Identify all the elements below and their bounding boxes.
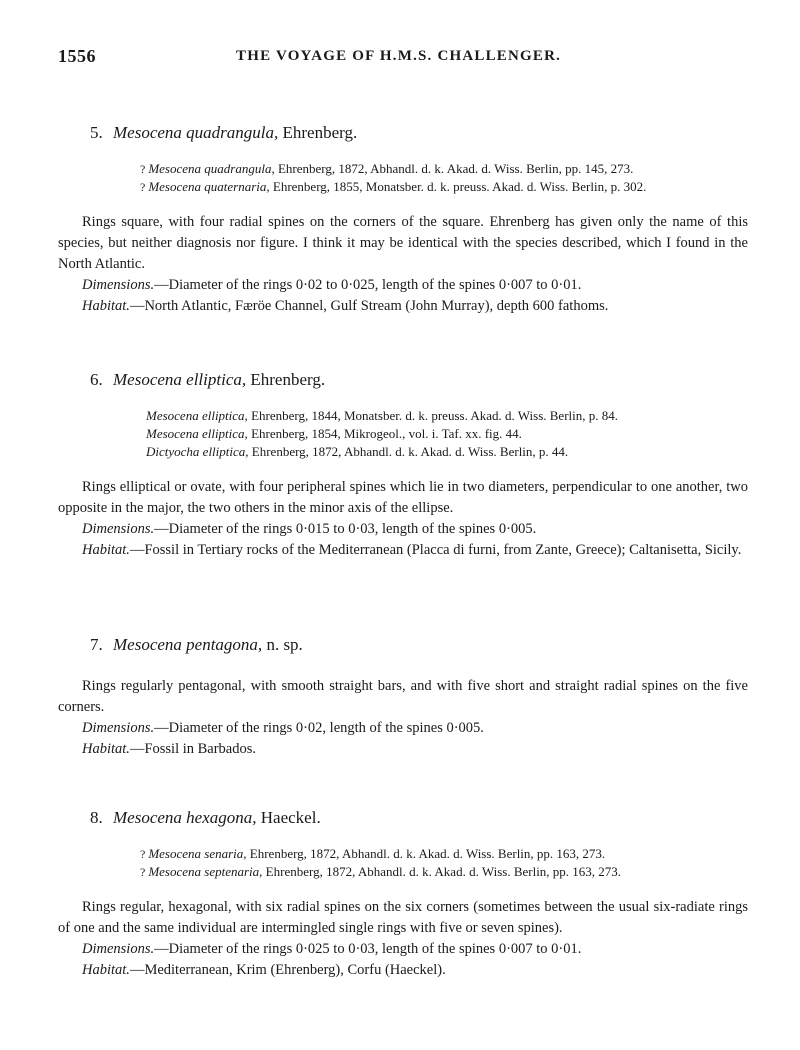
species-author: Haeckel. xyxy=(260,808,321,827)
dimensions-label: Dimensions. xyxy=(82,521,155,537)
species-author: Ehrenberg. xyxy=(250,370,326,389)
species-title xyxy=(90,369,748,391)
synonym-entry xyxy=(140,160,748,178)
synonym-name: Mesocena senaria, xyxy=(148,846,247,861)
synonym-name: Mesocena elliptica, xyxy=(146,408,248,423)
doubtful-mark: ? xyxy=(140,180,146,194)
habitat-label: Habitat. xyxy=(82,542,130,558)
dimensions-label: Dimensions. xyxy=(82,277,155,293)
species-description: Rings elliptical or ovate, with four peripheral spines which lie in two diameters, perpendicular to one another, two opposite in the major, the two others in the minor axis of the ellipse. xyxy=(58,479,748,516)
synonymy-list xyxy=(58,407,748,461)
page-number: 1556 xyxy=(58,46,96,66)
species-number: 7. xyxy=(90,635,103,654)
species-number: 6. xyxy=(90,370,103,389)
species-name: Mesocena hexagona, xyxy=(113,808,257,827)
dimensions-text: —Diameter of the rings 0·02 to 0·025, length of the spines 0·007 to 0·01. xyxy=(154,277,582,293)
species-description: Rings square, with four radial spines on the corners of the square. Ehrenberg has given only the name of this species, but neither diagnosis nor figure. I think it may be identical with the species described, which I found in the North Atlantic. xyxy=(58,214,748,272)
habitat-text: —Fossil in Barbados. xyxy=(129,741,257,757)
dimensions-line xyxy=(58,939,748,960)
synonym-name: Mesocena elliptica, xyxy=(146,426,248,441)
species-entry-7 xyxy=(58,634,748,760)
species-entry-8 xyxy=(58,807,748,981)
habitat-line xyxy=(58,739,748,760)
habitat-text: —Mediterranean, Krim (Ehrenberg), Corfu (Haeckel). xyxy=(129,962,446,978)
synonym-name: Mesocena septenaria, xyxy=(148,864,263,879)
dimensions-text: —Diameter of the rings 0·02, length of the spines 0·005. xyxy=(154,720,484,736)
species-author: n. sp. xyxy=(266,635,303,654)
dimensions-line xyxy=(58,718,748,739)
species-title xyxy=(90,807,748,829)
dimensions-label: Dimensions. xyxy=(82,941,155,957)
habitat-line xyxy=(58,960,748,981)
synonym-citation: Ehrenberg, 1872, Abhandl. d. k. Akad. d. Wiss. Berlin, pp. 145, 273. xyxy=(277,161,634,176)
habitat-text: —Fossil in Tertiary rocks of the Mediterranean (Placca di furni, from Zante, Greece); Caltanisetta, Sicily. xyxy=(129,542,742,558)
synonym-name: Mesocena quadrangula, xyxy=(148,161,275,176)
synonym-citation: Ehrenberg, 1872, Abhandl. d. k. Akad. d. Wiss. Berlin, pp. 163, 273. xyxy=(265,864,622,879)
synonym-entry xyxy=(146,425,748,443)
synonym-name: Mesocena quaternaria, xyxy=(148,179,270,194)
habitat-line xyxy=(58,540,748,561)
synonym-entry xyxy=(140,178,748,196)
species-name: Mesocena elliptica, xyxy=(113,370,247,389)
running-title: THE VOYAGE OF H.M.S. CHALLENGER. xyxy=(236,48,562,64)
habitat-label: Habitat. xyxy=(82,741,130,757)
synonymy-list xyxy=(58,845,748,881)
synonym-entry xyxy=(140,845,748,863)
species-number: 8. xyxy=(90,808,103,827)
synonym-name: Dictyocha elliptica, xyxy=(146,444,249,459)
species-description: Rings regular, hexagonal, with six radial spines on the six corners (sometimes between the usual six-radiate rings of one and the same individual are intermingled single rings with five or seven spines). xyxy=(58,899,748,936)
synonymy-list xyxy=(58,160,748,196)
dimensions-label: Dimensions. xyxy=(82,720,155,736)
species-entry-6 xyxy=(58,369,748,561)
synonym-citation: Ehrenberg, 1854, Mikrogeol., vol. i. Taf. xx. fig. 44. xyxy=(251,426,522,441)
synonym-entry xyxy=(146,407,748,425)
dimensions-text: —Diameter of the rings 0·025 to 0·03, length of the spines 0·007 to 0·01. xyxy=(154,941,582,957)
habitat-text: —North Atlantic, Færöe Channel, Gulf Stream (John Murray), depth 600 fathoms. xyxy=(129,298,609,314)
doubtful-mark: ? xyxy=(140,162,146,176)
doubtful-mark: ? xyxy=(140,847,146,861)
species-number: 5. xyxy=(90,123,103,142)
synonym-entry xyxy=(140,863,748,881)
habitat-label: Habitat. xyxy=(82,298,130,314)
species-description: Rings regularly pentagonal, with smooth straight bars, and with five short and straight radial spines on the five corners. xyxy=(58,678,748,715)
dimensions-line xyxy=(58,519,748,540)
species-title xyxy=(90,634,748,656)
species-name: Mesocena quadrangula, xyxy=(113,123,279,142)
synonym-entry xyxy=(146,443,748,461)
dimensions-text: —Diameter of the rings 0·015 to 0·03, length of the spines 0·005. xyxy=(154,521,537,537)
synonym-citation: Ehrenberg, 1872, Abhandl. d. k. Akad. d. Wiss. Berlin, pp. 163, 273. xyxy=(249,846,606,861)
species-title xyxy=(90,122,748,144)
dimensions-line xyxy=(58,275,748,296)
species-entry-5 xyxy=(58,122,748,317)
doubtful-mark: ? xyxy=(140,865,146,879)
synonym-citation: Ehrenberg, 1855, Monatsber. d. k. preuss. Akad. d. Wiss. Berlin, p. 302. xyxy=(272,179,647,194)
synonym-citation: Ehrenberg, 1872, Abhandl. d. k. Akad. d. Wiss. Berlin, p. 44. xyxy=(251,444,569,459)
page-header xyxy=(0,46,800,70)
species-author: Ehrenberg. xyxy=(282,123,358,142)
species-name: Mesocena pentagona, xyxy=(113,635,263,654)
synonym-citation: Ehrenberg, 1844, Monatsber. d. k. preuss. Akad. d. Wiss. Berlin, p. 84. xyxy=(251,408,618,423)
habitat-label: Habitat. xyxy=(82,962,130,978)
habitat-line xyxy=(58,296,748,317)
